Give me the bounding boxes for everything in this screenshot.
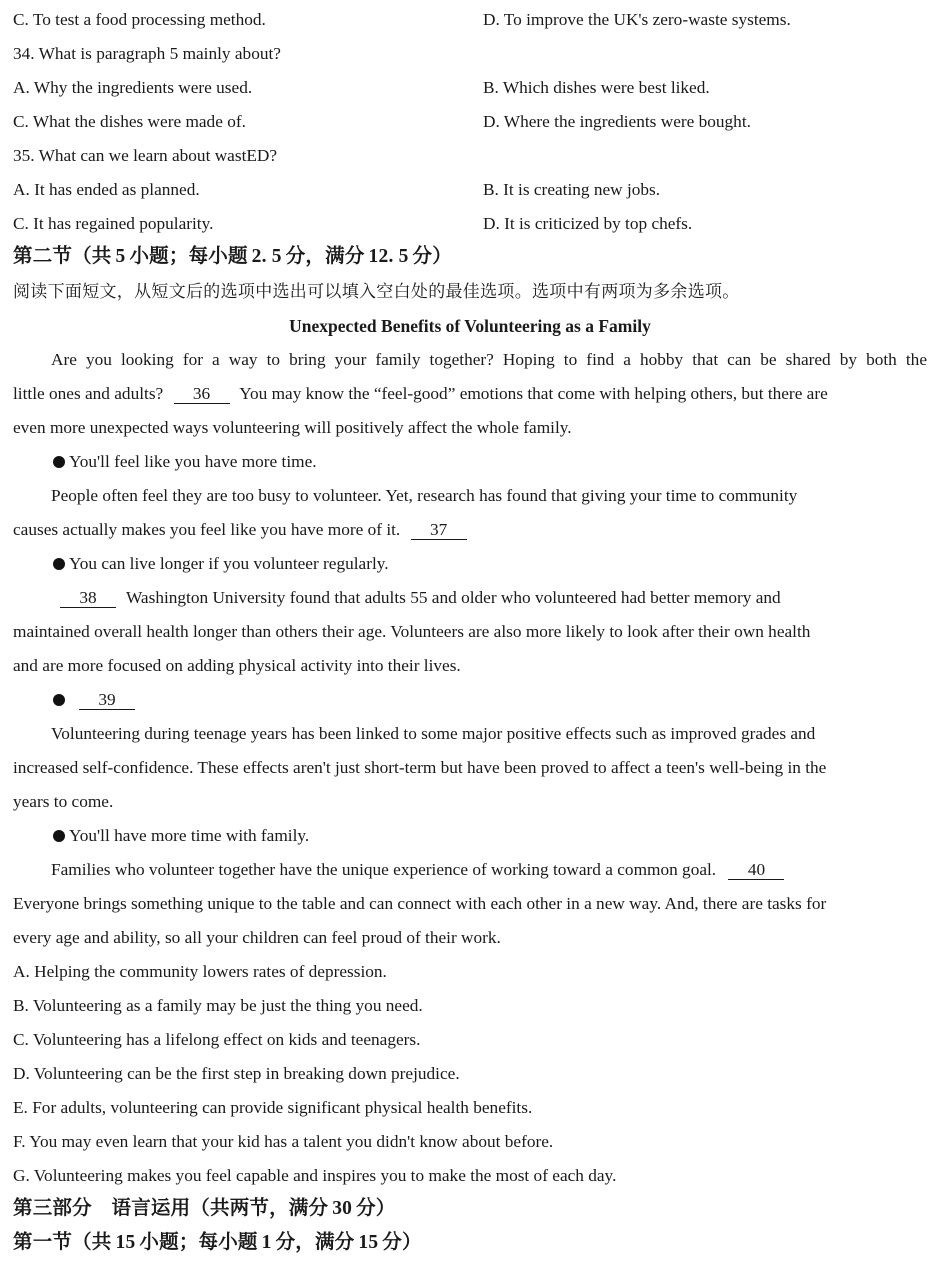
q35-options-row-1 — [13, 173, 927, 207]
bullet-heading-4 — [13, 819, 927, 853]
passage-p2-line1: People often feel they are too busy to volunteer. Yet, research has found that giving your time to community — [51, 486, 798, 505]
passage-p3-text: Washington University found that adults 55 and older who volunteered had better memory and — [126, 588, 781, 607]
passage-p4-line1: Volunteering during teenage years has been linked to some major positive effects such as improved grades and — [51, 724, 816, 743]
option-a: A. Helping the community lowers rates of depression. — [13, 962, 387, 981]
q34-option-c: C. What the dishes were made of. — [13, 112, 246, 131]
section2-heading-total: 12. 5 — [368, 246, 409, 267]
option-e: E. For adults, volunteering can provide significant physical health benefits. — [13, 1098, 533, 1117]
q34-option-b: B. Which dishes were best liked. — [483, 78, 710, 97]
blank-36[interactable]: 36 — [174, 385, 230, 404]
part3-section1-text: 第一节（共 — [13, 1232, 112, 1253]
q33-options-row — [13, 3, 927, 37]
part3-section1-text: 小题；每小题 — [139, 1232, 258, 1253]
passage-p4-line3: years to come. — [13, 792, 114, 811]
section2-heading-text: 小题；每小题 — [129, 246, 248, 267]
q35-option-d: D. It is criticized by top chefs. — [483, 214, 693, 233]
option-g: G. Volunteering makes you feel capable and inspires you to make the most of each day. — [13, 1166, 617, 1185]
blank-37[interactable]: 37 — [411, 521, 467, 540]
passage-title: Unexpected Benefits of Volunteering as a Family — [289, 316, 651, 336]
q34-options-row-2 — [13, 105, 927, 139]
part3-section1-points: 1 — [261, 1232, 272, 1253]
q33-option-d: D. To improve the UK's zero-waste systems. — [483, 10, 791, 29]
passage-p2-line2 — [13, 513, 927, 547]
q34-option-d: D. Where the ingredients were bought. — [483, 112, 751, 131]
passage-p4-line2: increased self-confidence. These effects aren't just short-term but have been proved to affect a teen's well-being in the — [13, 758, 827, 777]
option-c: C. Volunteering has a lifelong effect on kids and teenagers. — [13, 1030, 421, 1049]
passage-p5-text: Families who volunteer together have the unique experience of working toward a common goal. — [51, 860, 717, 879]
section2-heading-text: 分，满分 — [285, 246, 365, 267]
section2-heading — [13, 240, 927, 274]
part3-heading — [13, 1192, 927, 1226]
q35-stem: 35. What can we learn about wastED? — [13, 146, 278, 165]
q35-option-a: A. It has ended as planned. — [13, 180, 200, 199]
passage-p1-line3: even more unexpected ways volunteering will positively affect the whole family. — [13, 418, 572, 437]
passage-p1-text: You may know the “feel-good” emotions that come with helping others, but there are — [239, 384, 828, 403]
bullet-dot-icon — [53, 456, 65, 468]
part3-section1-text: 分，满分 — [275, 1232, 355, 1253]
bullet-dot-icon — [53, 558, 65, 570]
part3-heading-text: 第三部分 语言运用（共两节，满分 — [13, 1198, 329, 1219]
q34-option-a: A. Why the ingredients were used. — [13, 78, 253, 97]
q34-options-row-1 — [13, 71, 927, 105]
passage-p1-line2 — [13, 377, 927, 411]
option-f: F. You may even learn that your kid has a talent you didn't know about before. — [13, 1132, 554, 1151]
blank-40[interactable]: 40 — [728, 861, 784, 880]
section2-instructions: 阅读下面短文，从短文后的选项中选出可以填入空白处的最佳选项。选项中有两项为多余选项。 — [13, 282, 740, 301]
q35-options-row-2 — [13, 207, 927, 241]
passage-p3-line1 — [13, 581, 927, 615]
part3-heading-total: 30 — [332, 1198, 353, 1219]
blank-38[interactable]: 38 — [60, 589, 116, 608]
part3-section1-text: 分） — [382, 1232, 422, 1253]
q35-option-b: B. It is creating new jobs. — [483, 180, 661, 199]
bullet-heading-1 — [13, 445, 927, 479]
q35-option-c: C. It has regained popularity. — [13, 214, 214, 233]
passage-p2-text: causes actually makes you feel like you have more of it. — [13, 520, 401, 539]
part3-section1-heading — [13, 1226, 927, 1260]
q34-stem: 34. What is paragraph 5 mainly about? — [13, 44, 281, 63]
bullet-heading-3 — [13, 683, 927, 717]
bullet-heading-2 — [13, 547, 927, 581]
section2-heading-text: 分） — [412, 246, 452, 267]
bullet-heading-text: You can live longer if you volunteer regularly. — [69, 554, 389, 573]
part3-heading-text: 分） — [356, 1198, 396, 1219]
bullet-heading-text: You'll have more time with family. — [69, 826, 310, 845]
passage-p5-line3: every age and ability, so all your children can feel proud of their work. — [13, 928, 501, 947]
passage-p1-line1: Are you looking for a way to bring your family together? Hoping to find a hobby that can be shared by both the — [51, 350, 927, 369]
option-d: D. Volunteering can be the first step in breaking down prejudice. — [13, 1064, 460, 1083]
option-b: B. Volunteering as a family may be just the thing you need. — [13, 996, 423, 1015]
passage-p1-text: little ones and adults? — [13, 384, 164, 403]
passage-p5-line1 — [13, 853, 927, 887]
bullet-heading-text: You'll feel like you have more time. — [69, 452, 317, 471]
passage-p5-line2: Everyone brings something unique to the table and can connect with each other in a new way. And, there are tasks for — [13, 894, 827, 913]
passage-p3-line3: and are more focused on adding physical activity into their lives. — [13, 656, 461, 675]
blank-39[interactable]: 39 — [79, 691, 135, 710]
bullet-dot-icon — [53, 830, 65, 842]
section2-heading-points: 2. 5 — [251, 246, 282, 267]
part3-section1-total: 15 — [358, 1232, 379, 1253]
section2-heading-count: 5 — [115, 246, 126, 267]
passage-p3-line2: maintained overall health longer than others their age. Volunteers are also more likely to look after their own health — [13, 622, 811, 641]
q33-option-c: C. To test a food processing method. — [13, 10, 266, 29]
section2-heading-text: 第二节（共 — [13, 246, 112, 267]
part3-section1-count: 15 — [115, 1232, 136, 1253]
bullet-dot-icon — [53, 694, 65, 706]
